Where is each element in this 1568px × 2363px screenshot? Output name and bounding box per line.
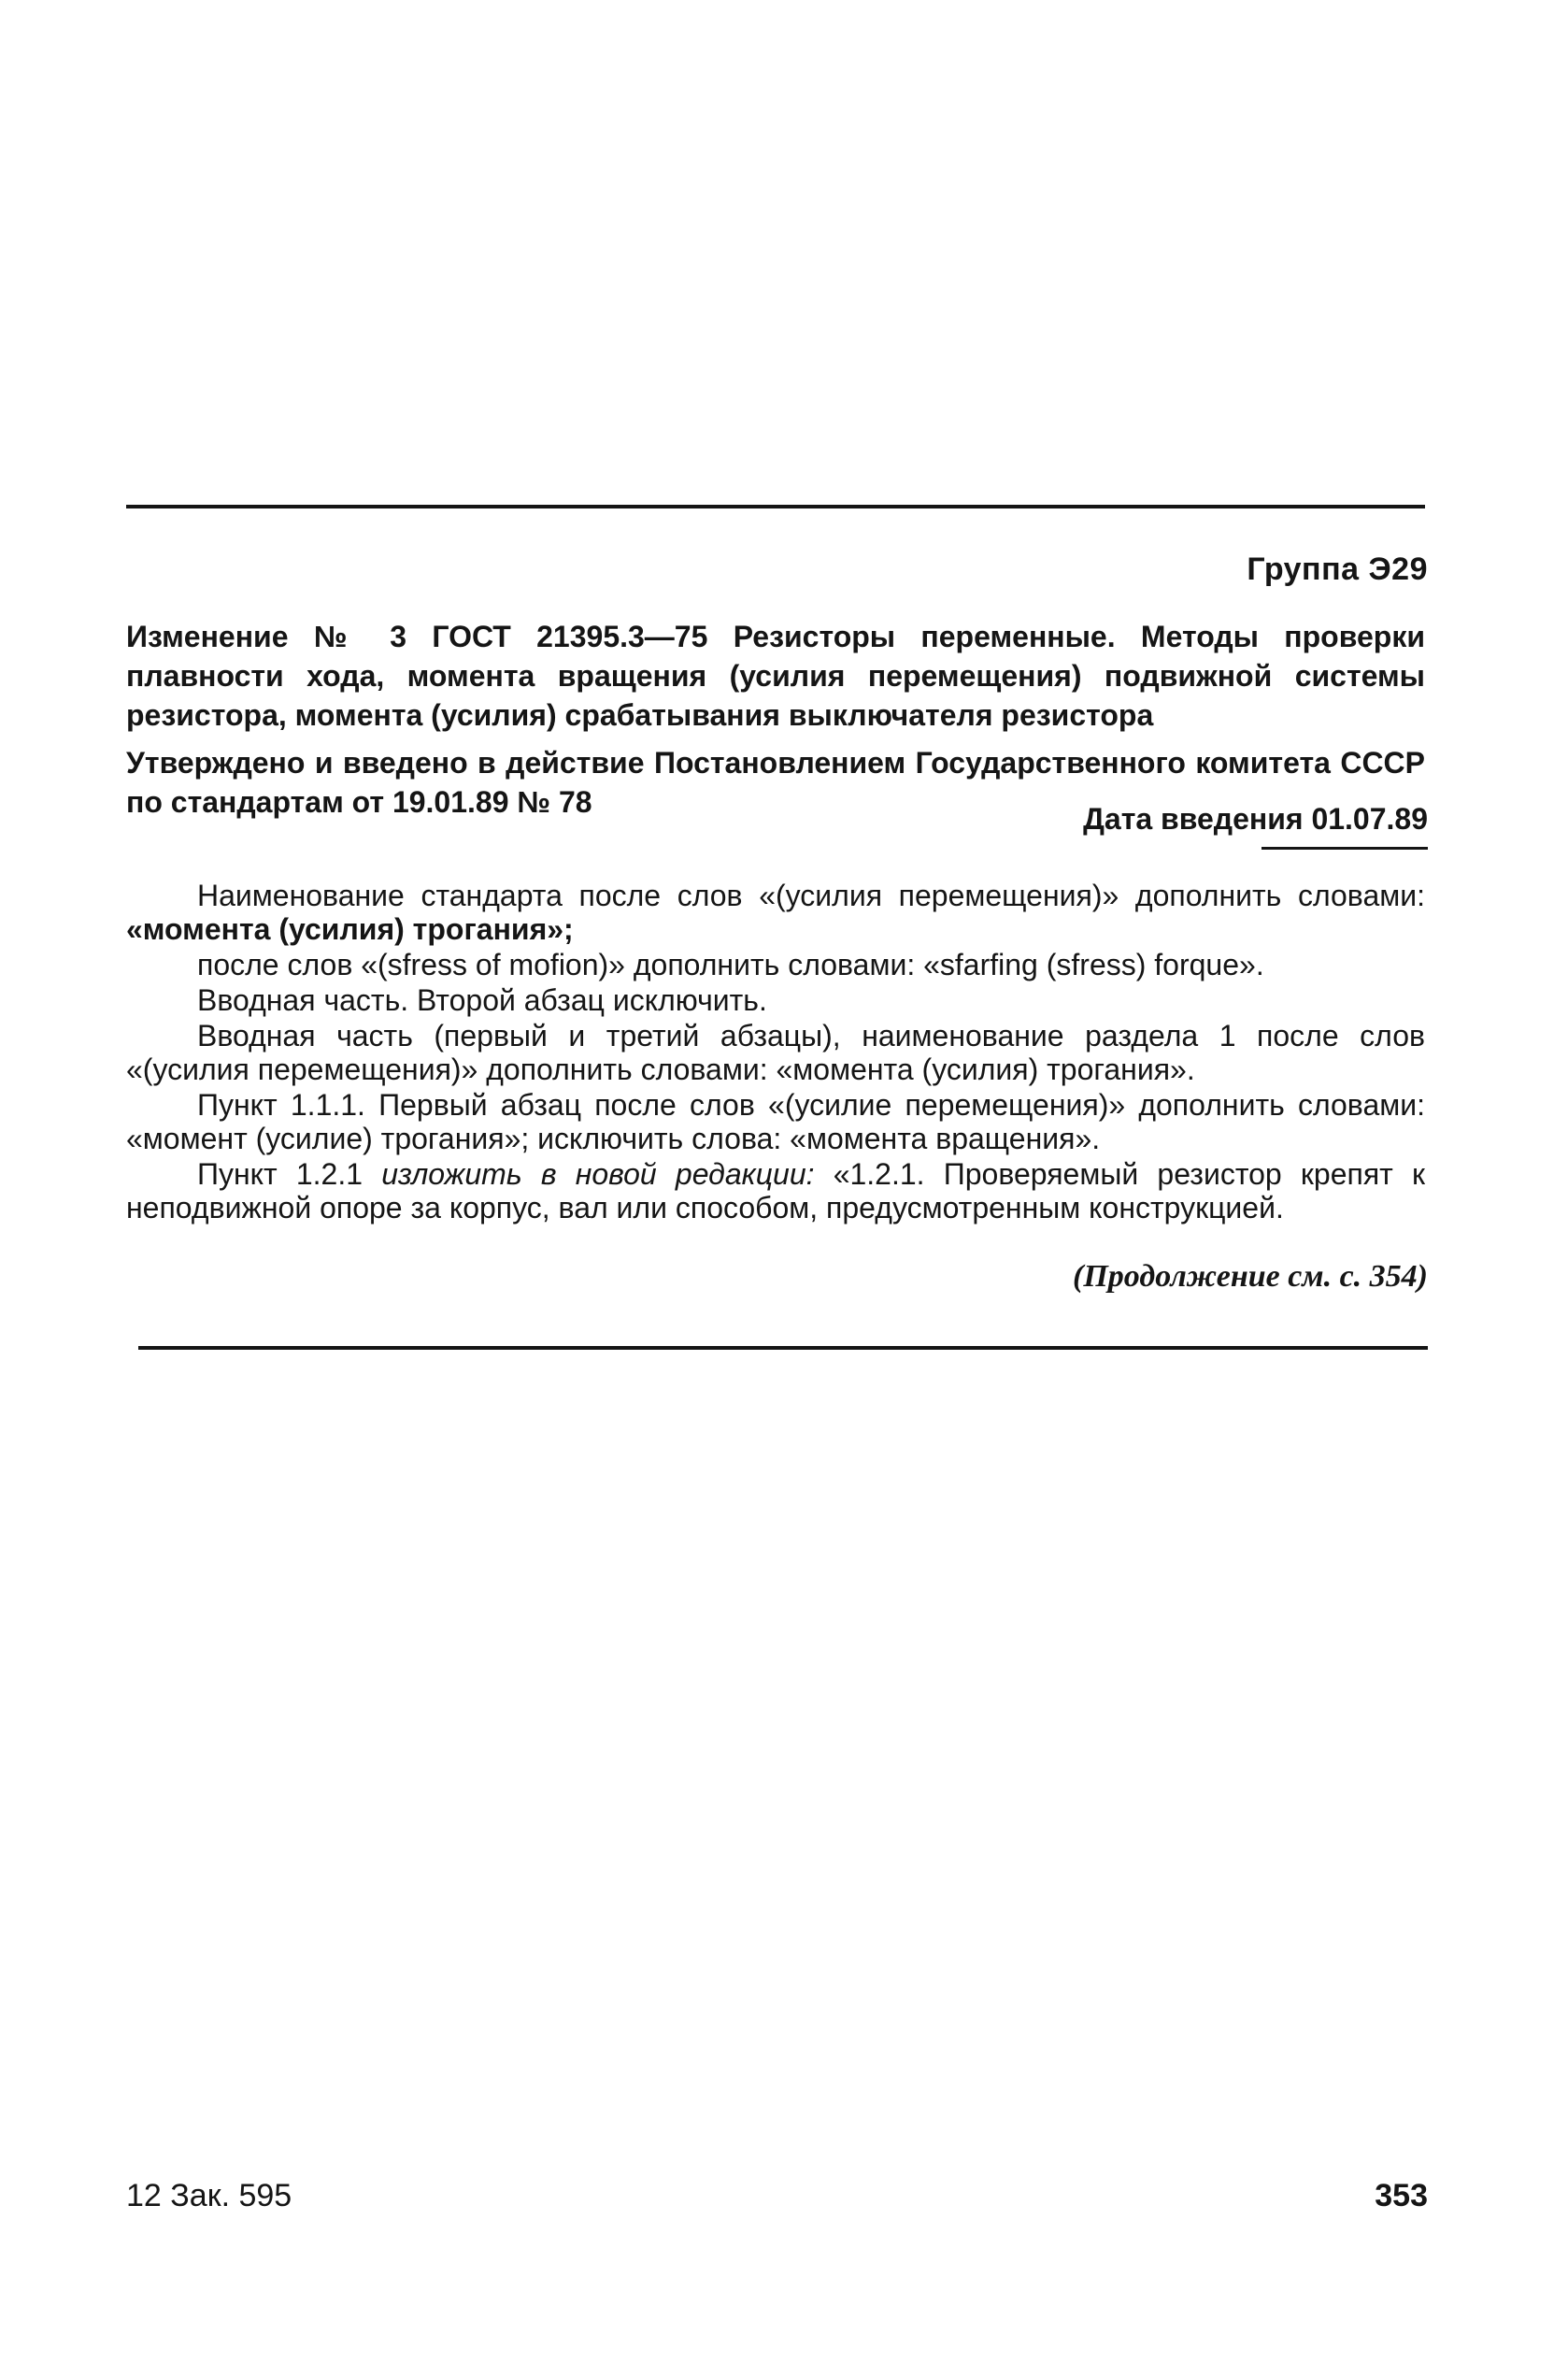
document-title: Изменение № 3 ГОСТ 21395.3—75 Резисторы переменные. Методы проверки плавности хода, момента вращения (усилия перемещения) подвижной системы резистора, момента (усилия) срабатывания выключателя резистора: [126, 620, 1425, 732]
paragraph-title-change: [126, 879, 1425, 946]
effective-date-value: 01.07.89: [1311, 802, 1428, 836]
footer-order-number: 12 Зак. 595: [126, 2178, 292, 2213]
continuation-note: (Продолжение см. с. 354): [1073, 1259, 1428, 1294]
amendment-body: [126, 879, 1425, 1226]
paragraph-bold-text: «момента (усилия) трогания»;: [126, 912, 574, 946]
group-label: Группа Э29: [1247, 551, 1428, 587]
effective-date: [1083, 802, 1428, 837]
paragraph-text: Пункт 1.2.1: [197, 1157, 382, 1191]
bottom-divider: [138, 1346, 1428, 1350]
paragraph-intro-second: Вводная часть. Второй абзац исключить.: [197, 983, 767, 1017]
paragraph-item-1-1-1: Пункт 1.1.1. Первый абзац после слов «(усилие перемещения)» дополнить словами: «момент (усилие) трогания»; исключить слова: «момента вращения».: [126, 1088, 1425, 1155]
paragraph-text: «1.2.1. Проверяемый резистор крепят к неподвижной опоре за корпус, вал или способом, предусмотренным конструкцией.: [126, 1157, 1426, 1224]
paragraph-item-1-2-1: [126, 1157, 1425, 1224]
paragraph-text: Наименование стандарта после слов «(усилия перемещения)» дополнить словами:: [197, 879, 1425, 912]
top-divider: [126, 505, 1425, 508]
paragraph-italic-text: изложить в новой редакции:: [381, 1157, 815, 1191]
paragraph-english-title: после слов «(sfress of mofion)» дополнить словами: «sfarfing (sfress) forque».: [197, 948, 1264, 981]
approval-statement: Утверждено и введено в действие Постановлением Государственного комитета СССР по стандартам от 19.01.89 № 78: [126, 746, 1425, 819]
effective-date-label: Дата введения: [1083, 802, 1304, 836]
page-number: 353: [1375, 2178, 1428, 2213]
date-underline: [1262, 847, 1428, 850]
paragraph-intro-first-third: Вводная часть (первый и третий абзацы), наименование раздела 1 после слов «(усилия перемещения)» дополнить словами: «момента (усилия) трогания».: [126, 1019, 1425, 1086]
